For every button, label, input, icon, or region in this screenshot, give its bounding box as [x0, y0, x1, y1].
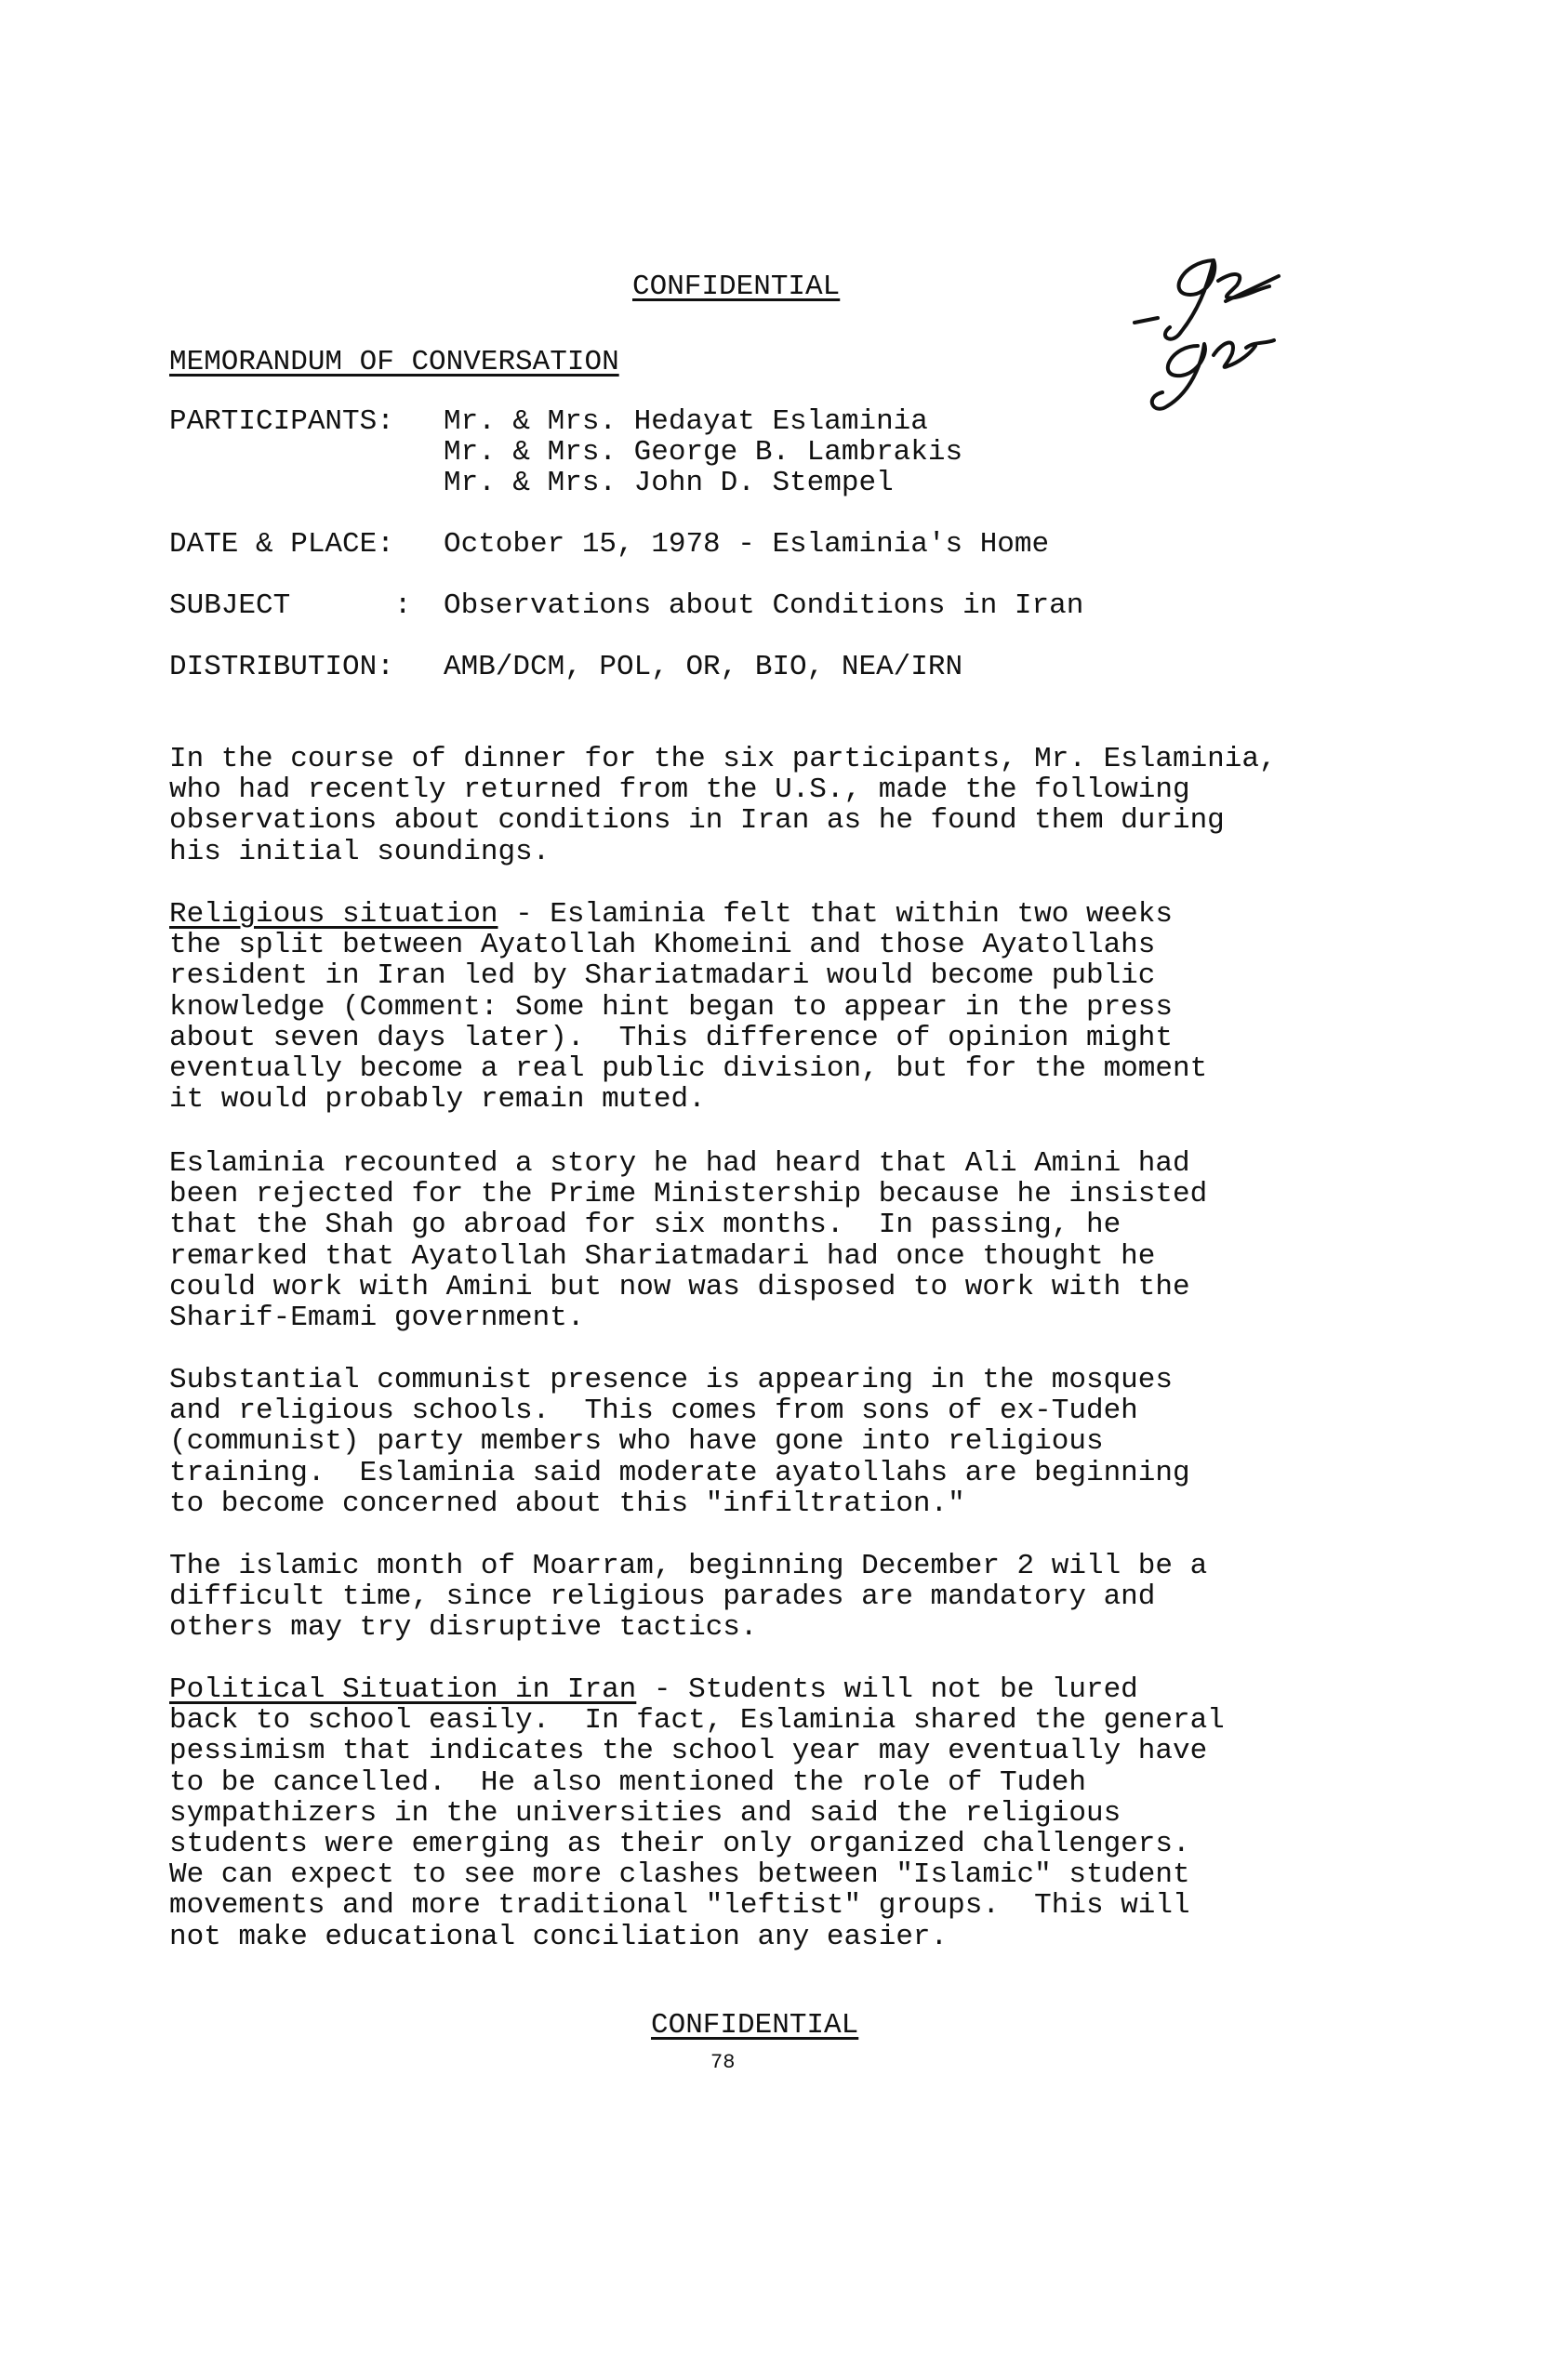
text-line: back to school easily. In fact, Eslaminia shared the general — [169, 1704, 1225, 1738]
text-line: The islamic month of Moarram, beginning December 2 will be a — [169, 1550, 1208, 1582]
participant-1: Mr. & Mrs. Hedayat Eslaminia — [444, 405, 928, 438]
text-line: students were emerging as their only organized challengers. — [169, 1828, 1190, 1861]
text-line — [169, 1674, 1378, 1705]
paragraph-moarram — [169, 1551, 1378, 1644]
handwritten-initials-signature — [1116, 244, 1302, 430]
text-line-rest: - Eslaminia felt that within two weeks — [498, 898, 1173, 931]
distribution-value: AMB/DCM, POL, OR, BIO, NEA/IRN — [444, 651, 963, 683]
text-line: could work with Amini but now was disposed to work with the — [169, 1270, 1190, 1303]
text-line: knowledge (Comment: Some hint began to appear in the press — [169, 990, 1173, 1024]
text-line: Sharif-Emami government. — [169, 1302, 585, 1335]
subject-label: SUBJECT : — [169, 589, 412, 622]
subject-value: Observations about Conditions in Iran — [444, 589, 1084, 622]
date-place-label: DATE & PLACE: — [169, 528, 394, 561]
text-line: movements and more traditional "leftist" groups. This will — [169, 1889, 1190, 1923]
text-line — [169, 899, 1378, 930]
text-line: and religious schools. This comes from sons of ex-Tudeh — [169, 1395, 1138, 1428]
distribution-label: DISTRIBUTION: — [169, 651, 394, 683]
text-line: Eslaminia recounted a story he had heard that Ali Amini had — [169, 1147, 1190, 1180]
text-line: about seven days later). This difference of opinion might — [169, 1021, 1173, 1054]
text-line: remarked that Ayatollah Shariatmadari had once thought he — [169, 1239, 1156, 1273]
paragraph-amini — [169, 1148, 1378, 1333]
participant-2: Mr. & Mrs. George B. Lambrakis — [444, 436, 963, 469]
text-line: difficult time, since religious parades are mandatory and — [169, 1580, 1156, 1614]
text-line: sympathizers in the universities and said the religious — [169, 1796, 1121, 1830]
text-line: training. Eslaminia said moderate ayatollahs are beginning — [169, 1456, 1190, 1489]
participant-3: Mr. & Mrs. John D. Stempel — [444, 467, 894, 499]
section-heading-political: Political Situation in Iran — [169, 1673, 637, 1706]
paragraph-communist-presence — [169, 1365, 1378, 1519]
section-heading-religious: Religious situation — [169, 898, 498, 931]
text-line: who had recently returned from the U.S., made the following — [169, 774, 1190, 807]
classification-bottom: CONFIDENTIAL — [651, 2009, 859, 2042]
text-line: to become concerned about this "infiltration." — [169, 1487, 965, 1520]
text-line: resident in Iran led by Shariatmadari would become public — [169, 959, 1156, 993]
paragraph-religious-situation — [169, 899, 1378, 1115]
text-line: pessimism that indicates the school year may eventually have — [169, 1735, 1208, 1768]
paragraph-political-situation — [169, 1674, 1378, 1952]
text-line: to be cancelled. He also mentioned the role of Tudeh — [169, 1765, 1086, 1799]
text-line: eventually become a real public division, but for the moment — [169, 1052, 1208, 1086]
text-line: Substantial communist presence is appearing in the mosques — [169, 1364, 1173, 1396]
classification-top: CONFIDENTIAL — [632, 271, 841, 303]
text-line: not make educational conciliation any easier. — [169, 1920, 949, 1953]
text-line: We can expect to see more clashes between "Islamic" student — [169, 1858, 1190, 1892]
date-place-value: October 15, 1978 - Eslaminia's Home — [444, 528, 1050, 561]
memo-title: MEMORANDUM OF CONVERSATION — [169, 346, 619, 378]
text-line: observations about conditions in Iran as he found them during — [169, 804, 1225, 838]
page-number: 78 — [710, 2051, 736, 2074]
text-line: the split between Ayatollah Khomeini and those Ayatollahs — [169, 929, 1156, 962]
text-line: been rejected for the Prime Ministership because he insisted — [169, 1178, 1208, 1211]
paragraph-intro — [169, 744, 1378, 867]
text-line: it would probably remain muted. — [169, 1083, 706, 1117]
text-line: others may try disruptive tactics. — [169, 1611, 758, 1645]
text-line-rest: - Students will not be lured — [636, 1673, 1138, 1706]
text-line: (communist) party members who have gone into religious — [169, 1425, 1104, 1459]
participants-label: PARTICIPANTS: — [169, 405, 394, 438]
text-line: that the Shah go abroad for six months. In passing, he — [169, 1209, 1121, 1242]
text-line: In the course of dinner for the six participants, Mr. Eslaminia, — [169, 743, 1277, 775]
text-line: his initial soundings. — [169, 835, 551, 868]
